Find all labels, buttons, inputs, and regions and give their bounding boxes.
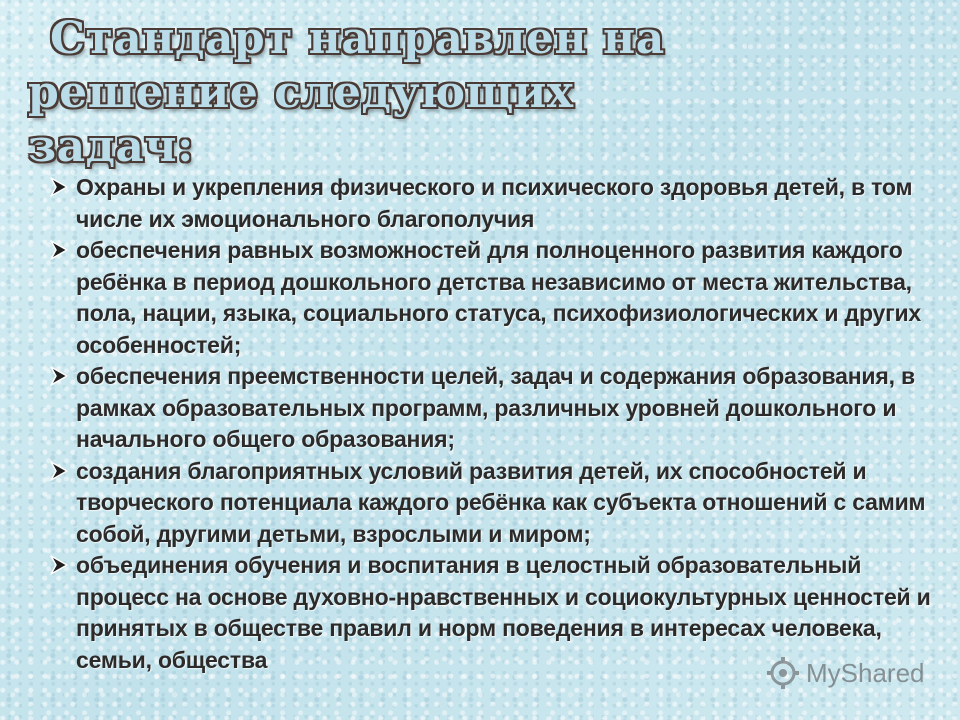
myshared-logo-icon (766, 656, 800, 690)
watermark (766, 656, 925, 690)
task-item-text: объединения обучения и воспитания в целостный образовательный процесс на основе духовно-нравственных и социокультурных ценностей и принятых в обществе правил и норм поведения в интересах человека, семьи, общества (76, 552, 931, 673)
arrow-bullet-icon (48, 554, 70, 576)
task-item (44, 235, 944, 361)
watermark-text: MyShared (806, 657, 925, 688)
title-line-1: Стандарт направлен на (50, 13, 665, 64)
task-item-text: обеспечения преемственности целей, задач и содержания образования, в рамках образовательных программ, различных уровней дошкольного и начального общего образования; (76, 363, 915, 452)
arrow-bullet-icon (48, 365, 70, 387)
task-item-text: создания благоприятных условий развития детей, их способностей и творческого потенциала каждого ребёнка как субъекта отношений с самим собой, другими детьми, взрослыми и миром; (76, 457, 926, 547)
task-item (44, 361, 944, 456)
slide-title (28, 12, 728, 174)
title-line-2: решение следующих задач: (28, 67, 574, 172)
arrow-bullet-icon (48, 460, 70, 482)
task-item-text: обеспечения равных возможностей для полноценного развития каждого ребёнка в период дошкольного детства независимо от места жительства, пола, нации, языка, социального статуса, психофизиологических и других особенностей; (76, 237, 921, 358)
task-item-text: Охраны и укрепления физического и психического здоровья детей, в том числе их эмоционального благополучия (76, 174, 913, 232)
task-item (44, 456, 944, 551)
arrow-bullet-icon (48, 176, 70, 198)
arrow-bullet-icon (48, 239, 70, 261)
task-item (44, 172, 944, 235)
task-list (44, 172, 944, 676)
